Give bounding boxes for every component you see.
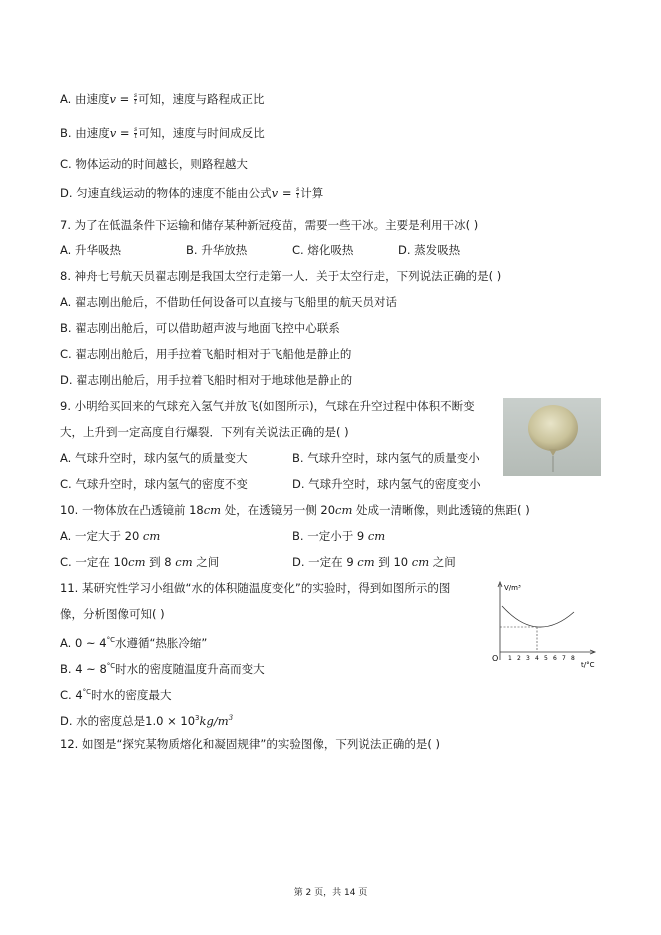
frac-num: s — [134, 126, 138, 133]
degree-unit: °C — [106, 636, 115, 644]
frac-num: s — [133, 92, 138, 99]
q8-option-a: A. 翟志刚出舱后，不借助任何设备可以直接与飞船里的航天员对话 — [60, 295, 397, 309]
y-axis-label: V/m³ — [504, 584, 521, 592]
fraction — [134, 93, 137, 106]
volume-curve — [502, 606, 574, 627]
density-unit: kg/m — [199, 713, 229, 728]
q10-option-b — [292, 528, 385, 544]
density-value: 1.0 × 10 — [145, 713, 196, 728]
frac-den: t — [134, 99, 137, 106]
q6-d-pre: D. 匀速直线运动的物体的速度不能由公式 — [60, 186, 272, 200]
q10-stem-post: 处成一清晰像，则此透镜的焦距( ) — [352, 503, 530, 517]
unit-cm: cm — [128, 555, 146, 569]
page-footer: 第 2 页，共 14 页 — [293, 888, 368, 898]
exponent: 3 — [228, 714, 234, 722]
x-tick-label: 4 — [535, 655, 539, 662]
q6-option-b — [60, 125, 265, 141]
x-tick-label: 5 — [544, 655, 548, 662]
balloon-photo — [503, 398, 601, 476]
q10-b-text: B. 一定小于 9 — [292, 529, 368, 543]
x-tick-label: 1 — [508, 655, 512, 662]
formula-v: v — [109, 92, 116, 106]
q11-c-post: 时水的密度最大 — [91, 687, 172, 702]
frac-den: t — [296, 193, 299, 200]
fraction — [296, 187, 299, 200]
q10-option-c — [60, 554, 219, 570]
frac-num: s — [296, 186, 300, 193]
x-tick-label: 3 — [526, 655, 530, 662]
q6-b-post: 可知，速度与时间成反比 — [138, 126, 265, 140]
unit-cm: cm — [367, 529, 386, 543]
exponent: 3 — [195, 714, 200, 722]
q8-option-d: D. 翟志刚出舱后，用手拉着飞船时相对于地球他是静止的 — [60, 373, 353, 387]
q7-option-c: C. 熔化吸热 — [292, 243, 354, 257]
q7-option-a: A. 升华吸热 — [60, 243, 121, 257]
formula-eq: = — [116, 126, 134, 140]
q7-stem: 7. 为了在低温条件下运输和储存某种新冠疫苗，需要一些干冰。主要是利用干冰( ) — [60, 218, 479, 232]
fraction — [134, 127, 137, 140]
q8-option-b: B. 翟志刚出舱后，可以借助超声波与地面飞控中心联系 — [60, 321, 340, 335]
q9-option-a: A. 气球升空时，球内氢气的质量变大 — [60, 451, 248, 465]
x-axis-label: t/°C — [581, 661, 595, 669]
q6-b-pre: B. 由速度 — [60, 126, 110, 140]
q6-option-d — [60, 185, 323, 201]
q11-option-b — [60, 658, 265, 677]
unit-cm: cm — [335, 503, 353, 517]
volume-temperature-graph — [490, 580, 600, 670]
q10-stem — [60, 502, 530, 518]
q11-stem-line2: 像，分析图像可知( ) — [60, 607, 165, 621]
q6-option-a — [60, 91, 265, 107]
q7-option-b: B. 升华放热 — [186, 243, 248, 257]
q10-c-post: 之间 — [192, 555, 220, 569]
q9-option-d: D. 气球升空时，球内氢气的密度变小 — [292, 477, 481, 491]
q10-option-d — [292, 554, 456, 570]
q9-stem-line2: 大，上升到一定高度自行爆裂．下列有关说法正确的是( ) — [60, 425, 349, 439]
x-ticks — [508, 655, 575, 662]
q8-option-c: C. 翟志刚出舱后，用手拉着飞船时相对于飞船他是静止的 — [60, 347, 352, 361]
unit-cm: cm — [142, 529, 161, 543]
q6-a-post: 可知，速度与路程成正比 — [138, 92, 265, 106]
unit-cm: cm — [357, 555, 375, 569]
q11-c-pre: C. 4 — [60, 687, 83, 702]
formula-v: v — [271, 186, 279, 200]
q8-stem: 8. 神舟七号航天员翟志刚是我国太空行走第一人．关于太空行走，下列说法正确的是( ) — [60, 269, 502, 283]
q10-option-a — [60, 528, 160, 544]
x-tick-label: 6 — [553, 655, 557, 662]
degree-unit: °C — [106, 662, 116, 670]
q9-option-b: B. 气球升空时，球内氢气的质量变小 — [292, 451, 480, 465]
q11-b-pre: B. 4 ~ 8 — [60, 661, 107, 676]
q10-stem-pre: 10. 一物体放在凸透镜前 18 — [60, 503, 204, 517]
origin-label: O — [492, 654, 499, 663]
unit-cm: cm — [203, 503, 222, 517]
q11-d-pre: D. 水的密度总是 — [60, 713, 146, 728]
q9-option-c: C. 气球升空时，球内氢气的密度不变 — [60, 477, 248, 491]
q12-stem: 12. 如图是“探究某物质熔化和凝固规律”的实验图像，下列说法正确的是( ) — [60, 737, 440, 751]
formula-eq: = — [115, 92, 133, 106]
q10-stem-mid: 处，在透镜另一侧 20 — [221, 503, 336, 517]
q11-option-a — [60, 632, 207, 651]
q7-option-d: D. 蒸发吸热 — [398, 243, 461, 257]
q11-a-post: 水遵循“热胀冷缩” — [114, 635, 208, 650]
x-tick-label: 7 — [562, 655, 566, 662]
q6-d-post: 计算 — [300, 186, 324, 200]
formula-eq: = — [278, 186, 296, 200]
q11-option-c — [60, 684, 172, 703]
unit-cm: cm — [175, 555, 193, 569]
q6-option-c: C. 物体运动的时间越长，则路程越大 — [60, 157, 248, 171]
q6-a-pre: A. 由速度 — [60, 92, 110, 106]
x-tick-label: 2 — [517, 655, 521, 662]
q11-b-post: 时水的密度随温度升高而变大 — [115, 661, 265, 676]
q10-c-mid: 到 8 — [145, 555, 176, 569]
q11-option-d — [60, 710, 233, 729]
q11-a-pre: A. 0 ~ 4 — [60, 635, 107, 650]
degree-unit: °C — [82, 688, 92, 696]
frac-den: t — [134, 133, 137, 140]
q10-d-pre: D. 一定在 9 — [292, 555, 358, 569]
unit-cm: cm — [411, 555, 430, 569]
q10-d-mid: 到 10 — [374, 555, 412, 569]
x-tick-label: 8 — [571, 655, 575, 662]
q11-stem-line1: 11. 某研究性学习小组做“水的体积随温度变化”的实验时，得到如图所示的图 — [60, 581, 451, 595]
q10-d-post: 之间 — [429, 555, 456, 569]
q10-c-pre: C. 一定在 10 — [60, 555, 129, 569]
q9-stem-line1: 9. 小明给买回来的气球充入氢气并放飞(如图所示)，气球在升空过程中体积不断变 — [60, 399, 475, 413]
formula-v: v — [109, 126, 117, 140]
q10-a-text: A. 一定大于 20 — [60, 529, 143, 543]
